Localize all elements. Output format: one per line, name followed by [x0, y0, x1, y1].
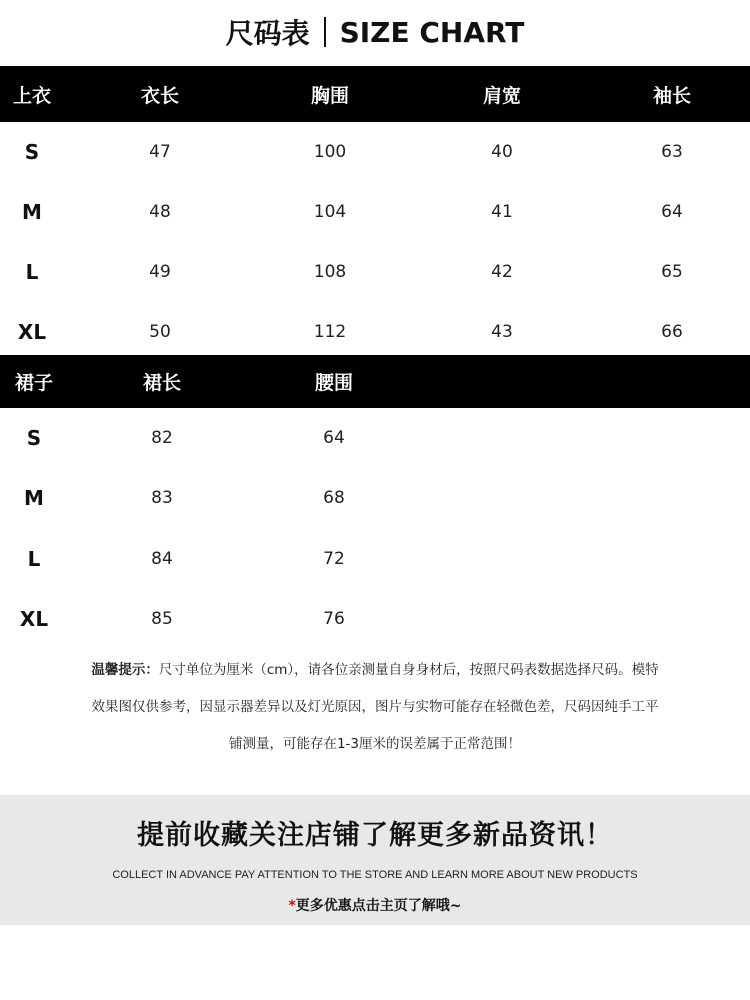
table-cell: 64: [323, 428, 345, 448]
size-label: M: [24, 486, 44, 510]
size-label: S: [24, 140, 40, 164]
table-row: [0, 182, 750, 242]
table-cell: 49: [149, 262, 171, 282]
size-label: L: [27, 547, 41, 571]
header-cell: 裙长: [142, 372, 181, 394]
asterisk: *: [288, 898, 296, 914]
table-row: [0, 122, 750, 182]
header-cell: 衣长: [140, 84, 179, 107]
notice-text: 尺寸单位为厘米（cm），请各位亲测量自身身材后，按照尺码表数据选择尺码。模特: [158, 662, 659, 678]
table-cell: 83: [151, 488, 173, 508]
table-cell: 65: [661, 262, 683, 282]
table-cell: 72: [323, 549, 345, 569]
table-row: [0, 408, 750, 468]
table-cell: 47: [149, 142, 171, 162]
table-cell: 112: [313, 322, 347, 342]
notice-label: 温馨提示：: [91, 662, 159, 678]
header-cell: 胸围: [310, 84, 349, 107]
table-row: [0, 529, 750, 589]
title-cn: 尺码表: [225, 17, 310, 50]
size-notice: [40, 652, 710, 763]
title-divider: [324, 17, 326, 47]
banner-subtitle: COLLECT IN ADVANCE PAY ATTENTION TO THE STORE AND LEARN MORE ABOUT NEW PRODUCTS: [112, 869, 638, 881]
header-cell: 肩宽: [482, 84, 521, 107]
size-label: XL: [17, 320, 47, 344]
table-cell: 41: [491, 202, 513, 222]
table-cell: 66: [661, 322, 683, 342]
table-row: [0, 589, 750, 649]
table-cell: 50: [149, 322, 171, 342]
table-row: [0, 468, 750, 528]
title-en: SIZE CHART: [339, 15, 525, 49]
table-cell: 108: [313, 262, 347, 282]
table-cell: 40: [491, 142, 513, 162]
follow-banner: [0, 795, 750, 925]
notice-line: 铺测量，可能存在1-3厘米的误差属于正常范围！: [228, 736, 522, 752]
top-table-header: [0, 66, 750, 122]
size-label: S: [26, 426, 42, 450]
notice-line: 效果图仅供参考，因显示器差异以及灯光原因，图片与实物可能存在轻微色差，尺码因纯手工平: [91, 699, 659, 715]
header-cell: 腰围: [314, 372, 353, 394]
table-cell: 64: [661, 202, 683, 222]
skirt-table-header: [0, 355, 750, 408]
page-title: [0, 10, 750, 54]
size-label: L: [25, 260, 39, 284]
size-label: XL: [19, 607, 49, 631]
table-cell: 84: [151, 549, 173, 569]
table-cell: 104: [313, 202, 347, 222]
table-cell: 76: [323, 609, 345, 629]
table-row: [0, 302, 750, 362]
homepage-link-text: 更多优惠点击主页了解哦~: [295, 898, 462, 914]
table-cell: 85: [151, 609, 173, 629]
size-label: M: [22, 200, 42, 224]
table-cell: 68: [323, 488, 345, 508]
table-cell: 42: [491, 262, 513, 282]
notice-line: [40, 652, 710, 689]
table-cell: 100: [313, 142, 347, 162]
table-cell: 63: [661, 142, 683, 162]
header-cell: 裙子: [14, 372, 53, 394]
homepage-link[interactable]: [0, 895, 750, 915]
table-cell: 82: [151, 428, 173, 448]
table-cell: 43: [491, 322, 513, 342]
table-row: [0, 242, 750, 302]
header-cell: 袖长: [652, 84, 691, 107]
table-cell: 48: [149, 202, 171, 222]
header-cell: 上衣: [12, 84, 51, 107]
banner-title: 提前收藏关注店铺了解更多新品资讯！: [137, 820, 613, 851]
